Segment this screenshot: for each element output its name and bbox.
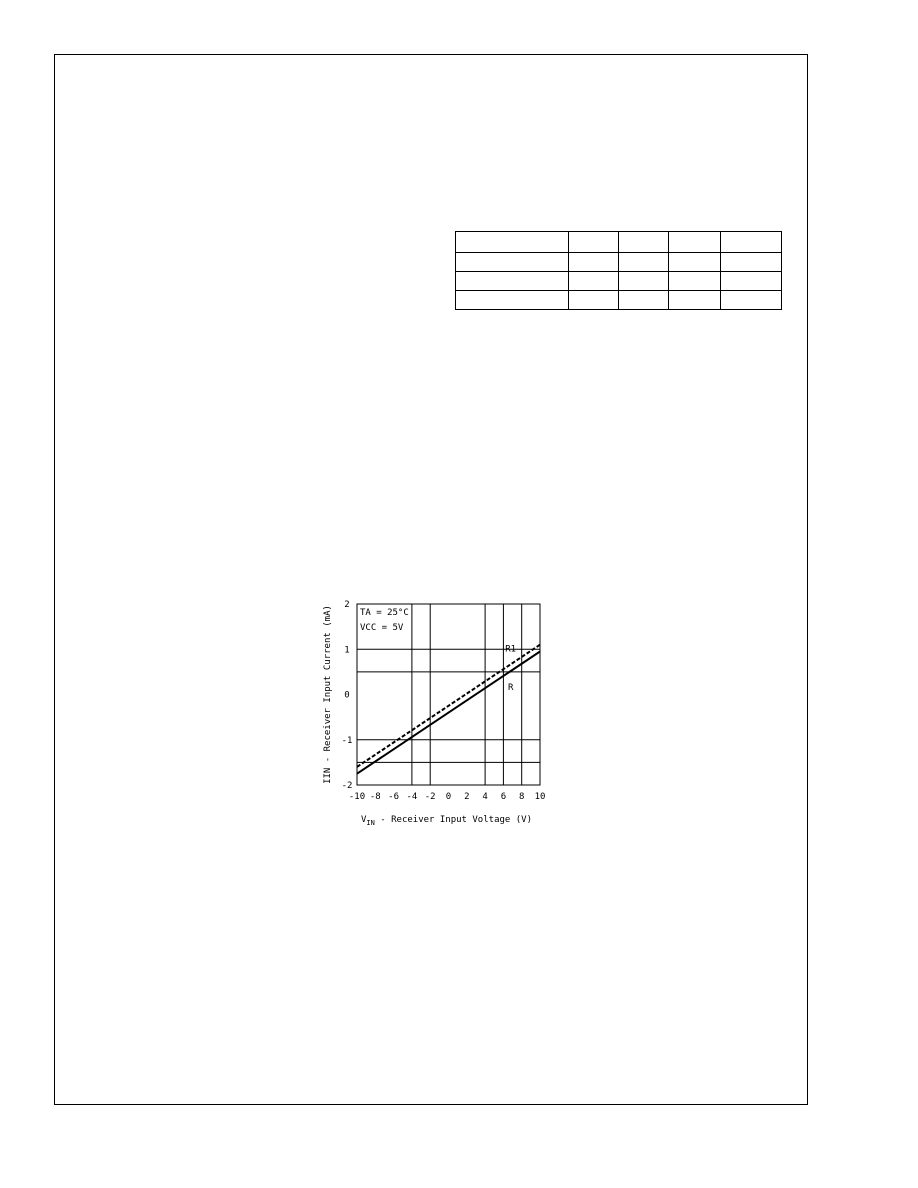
y-tick-label: 0: [344, 690, 350, 701]
table-cell: [569, 232, 619, 253]
y-tick-label: 1: [344, 645, 350, 656]
x-tick-label: 4: [482, 792, 488, 802]
table-cell: [619, 232, 669, 253]
y-tick-label: 2: [344, 600, 350, 610]
table-cell: [569, 291, 619, 310]
x-tick-label: -10: [348, 792, 366, 802]
series-line-r: [357, 652, 540, 774]
x-tick-label: -4: [406, 792, 418, 802]
table-cell: [721, 232, 782, 253]
table-row: [456, 291, 782, 310]
series-label-r: R: [507, 682, 514, 693]
chart: [300, 592, 560, 832]
condition-vcc: VCC = 5V: [360, 623, 404, 633]
table-cell: [619, 253, 669, 272]
table-cell: [619, 291, 669, 310]
table-cell: [669, 232, 721, 253]
chart-svg: [300, 592, 560, 832]
x-tick-label: 0: [445, 792, 452, 802]
x-axis-label-sub: IN: [366, 819, 375, 827]
x-tick-label: -2: [424, 792, 436, 802]
x-axis-label-main: V: [361, 815, 367, 825]
page-border: [54, 54, 808, 1105]
y-tick-label: -1: [341, 735, 353, 746]
x-axis-label-rest: - Receiver Input Voltage (V): [374, 815, 532, 825]
y-tick-label: -2: [341, 781, 353, 791]
condition-ta: TA = 25°C: [360, 608, 409, 618]
x-tick-label: 8: [518, 792, 525, 802]
table-cell: [456, 232, 569, 253]
table-cell: [669, 272, 721, 291]
table-cell: [456, 272, 569, 291]
table-row: [456, 253, 782, 272]
table-cell: [569, 272, 619, 291]
table-cell: [569, 253, 619, 272]
y-axis-label: IIN - Receiver Input Current (mA): [323, 605, 333, 784]
table-row: [456, 272, 782, 291]
table-cell: [721, 272, 782, 291]
table-cell: [456, 291, 569, 310]
table-cell: [619, 272, 669, 291]
table-cell: [721, 253, 782, 272]
x-tick-label: 10: [534, 792, 546, 802]
x-tick-label: -8: [369, 792, 381, 802]
table-cell: [456, 253, 569, 272]
x-tick-label: -6: [388, 792, 400, 802]
x-tick-label: 6: [500, 792, 507, 802]
table-cell: [721, 291, 782, 310]
series-line-r1: [357, 645, 540, 767]
series-label-r1: R1: [505, 644, 517, 655]
table-cell: [669, 291, 721, 310]
x-axis-label: [361, 815, 532, 827]
table-row: [456, 232, 782, 253]
table-cell: [669, 253, 721, 272]
spec-table: [455, 231, 782, 310]
x-tick-label: 2: [464, 792, 470, 802]
